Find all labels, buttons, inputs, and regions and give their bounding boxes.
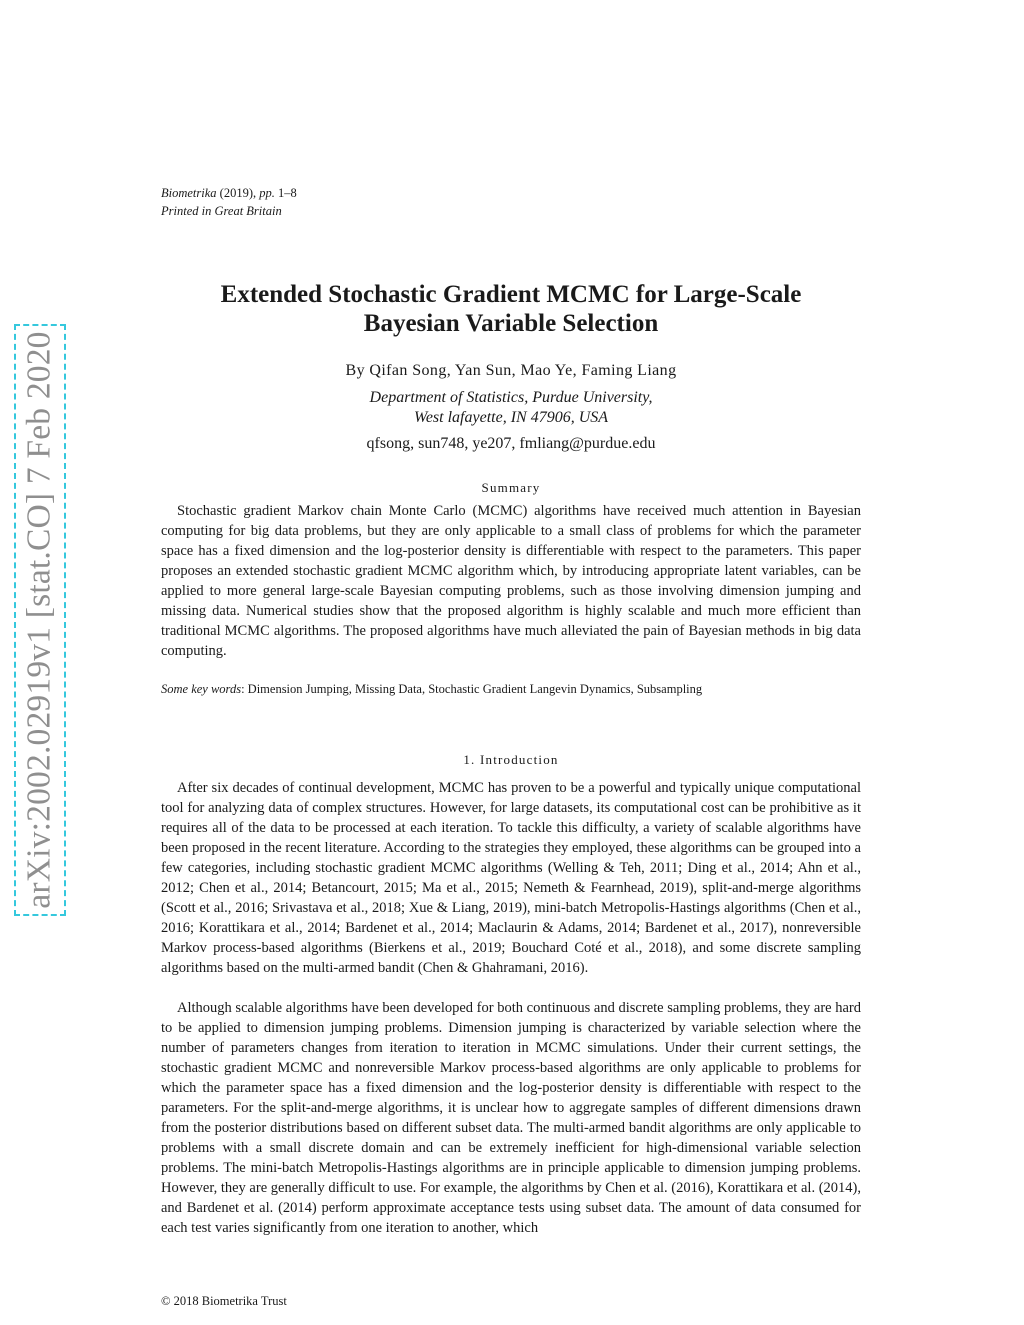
printed-line: Printed in Great Britain	[161, 204, 282, 218]
journal-name: Biometrika	[161, 186, 217, 200]
introduction-paragraph-2: Although scalable algorithms have been developed for both continuous and discrete sampling problems, they are hard to be applied to dimension jumping problems. Dimension jumping is characterized by variable selection where the number of parameters changes from iteration to iteration in MCMC simulations. Under their current settings, the stochastic gradient MCMC and nonreversible Markov process-based algorithms are only applicable to problems for which the parameter space has a fixed dimension and the log-posterior density is differentiable with respect to the parameters. For the split-and-merge algorithms, it is unclear how to aggregate samples of different dimensions drawn from the posterior distributions based on different subset data. The multi-armed bandit algorithms are only applicable to problems with a small discrete domain and can be extremely inefficient for high-dimensional variable selection problems. The mini-batch Metropolis-Hastings algorithms are in principle applicable to dimension jumping problems. However, they are generally difficult to use. For example, the algorithms by Chen et al. (2016), Korattikara et al. (2014), and Bardenet et al. (2014) perform approximate acceptance tests using subset data. The amount of data consumed for each test varies significantly from one iteration to another, which	[161, 1000, 861, 1236]
summary-heading: Summary	[481, 480, 541, 495]
journal-header	[161, 184, 297, 220]
journal-year: (2019),	[216, 186, 260, 200]
affiliation-line-1: Department of Statistics, Purdue University,	[369, 389, 653, 406]
affiliation-line-2: West lafayette, IN 47906, USA	[413, 409, 609, 426]
key-words-label: Some key words	[161, 682, 242, 696]
title-line-1: Extended Stochastic Gradient MCMC for Large-Scale	[220, 281, 802, 308]
copyright-footer: © 2018 Biometrika Trust	[161, 1294, 287, 1308]
summary-text: Stochastic gradient Markov chain Monte Carlo (MCMC) algorithms have received much attention in Bayesian computing for big data problems, but they are only applicable to a small class of problems for which the parameter space has a fixed dimension and the log-posterior density is differentiable with respect to the parameters. This paper proposes an extended stochastic gradient MCMC algorithm which, by introducing appropriate latent variables, can be applied to more general large-scale Bayesian computing problems, such as those involving dimension jumping and missing data. Numerical studies show that the proposed algorithm is highly scalable and much more efficient than traditional MCMC algorithms. The proposed algorithms have much alleviated the pain of Bayesian methods in big data computing.	[161, 503, 861, 659]
introduction-heading: 1. Introduction	[463, 752, 559, 767]
introduction-paragraph-1: After six decades of continual development, MCMC has proven to be a powerful and typically unique computational tool for analyzing data of complex structures. However, for large datasets, its computational cost can be prohibitive as it requires all of the data to be processed at each iteration. To tackle this difficulty, a variety of scalable algorithms have been proposed in the recent literature. According to the strategies they employed, these algorithms can be grouped into a few categories, including stochastic gradient MCMC algorithms (Welling & Teh, 2011; Ding et al., 2014; Ahn et al., 2012; Chen et al., 2014; Betancourt, 2015; Ma et al., 2015; Nemeth & Fearnhead, 2019), split-and-merge algorithms (Scott et al., 2016; Srivastava et al., 2018; Xue & Liang, 2019), mini-batch Metropolis-Hastings algorithms (Chen et al., 2016; Korattikara et al., 2014; Bardenet et al., 2014; Maclaurin & Adams, 2014; Bardenet et al., 2017), nonreversible Markov process-based algorithms (Bierkens et al., 2019; Bouchard Coté et al., 2018), and some discrete sampling algorithms based on the multi-armed bandit (Chen & Ghahramani, 2016).	[161, 780, 861, 976]
key-words	[161, 680, 861, 698]
affiliation	[161, 388, 861, 428]
arxiv-identifier: arXiv:2002.02919v1 [stat.CO] 7 Feb 2020	[21, 331, 59, 909]
arxiv-side-stamp[interactable]	[14, 324, 66, 916]
pp-label: pp.	[259, 186, 275, 200]
author-emails: qfsong, sun748, ye207, fmliang@purdue.edu	[366, 435, 656, 452]
journal-pages: 1–8	[274, 186, 297, 200]
journal-citation	[161, 184, 297, 202]
paper-title	[161, 280, 861, 338]
title-line-2: Bayesian Variable Selection	[363, 310, 659, 337]
key-words-list: : Dimension Jumping, Missing Data, Stochastic Gradient Langevin Dynamics, Subsampling	[241, 682, 703, 696]
author-list: By Qifan Song, Yan Sun, Mao Ye, Faming Liang	[345, 362, 677, 379]
